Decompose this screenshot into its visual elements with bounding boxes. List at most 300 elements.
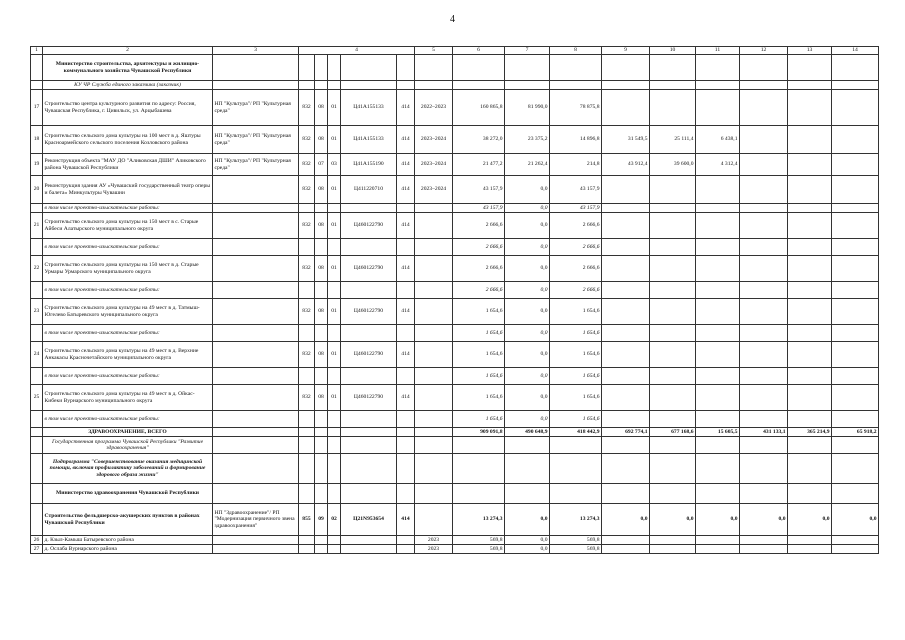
amount-cell: 39 600,0: [650, 154, 696, 176]
header-cell: 9: [602, 47, 650, 55]
row-number: 19: [31, 154, 43, 176]
table-cell: [415, 55, 453, 81]
code-cell: 01: [328, 213, 341, 239]
amount-cell: [832, 256, 879, 282]
amount-cell: 0,0: [505, 239, 550, 256]
subtotal-row: [31, 204, 879, 213]
amount-cell: [740, 545, 788, 554]
table-cell: [31, 437, 43, 454]
year-cell: 2023–2024: [415, 126, 453, 154]
amount-cell: 0,0: [505, 325, 550, 342]
program-cell: [213, 256, 299, 282]
table-cell: [397, 437, 415, 454]
table-cell: [505, 437, 550, 454]
code-cell: 414: [397, 90, 415, 126]
amount-cell: [788, 536, 832, 545]
header-cell: 4: [299, 47, 415, 55]
table-cell: [650, 204, 696, 213]
amount-cell: 0,0: [832, 504, 879, 536]
amount-cell: [696, 342, 740, 368]
row-number: 25: [31, 385, 43, 411]
section-row: [31, 484, 879, 504]
year-cell: [415, 342, 453, 368]
table-cell: [832, 81, 879, 90]
table-cell: [602, 368, 650, 385]
row-number: 23: [31, 299, 43, 325]
amount-cell: 569,8: [550, 536, 602, 545]
header-cell: 3: [213, 47, 299, 55]
amount-cell: [740, 213, 788, 239]
table-cell: [832, 282, 879, 299]
amount-cell: [832, 213, 879, 239]
table-cell: [328, 368, 341, 385]
subtotal-label: в том числе проектно-изыскательские работы:: [43, 368, 213, 385]
table-cell: [505, 454, 550, 484]
table-cell: [299, 325, 315, 342]
table-cell: [650, 325, 696, 342]
table-row: [31, 536, 879, 545]
table-cell: [832, 204, 879, 213]
table-cell: [415, 325, 453, 342]
amount-cell: [650, 90, 696, 126]
table-cell: [328, 437, 341, 454]
table-cell: [341, 239, 397, 256]
amount-cell: 2 666,6: [453, 213, 505, 239]
code-cell: 855: [299, 504, 315, 536]
amount-cell: [788, 176, 832, 204]
code-cell: [397, 545, 415, 554]
object-name: Строительство центра культурного развития по адресу: Россия, Чувашская Республика, г. Цивильск, ул. Арцыбашева: [43, 90, 213, 126]
program-cell: [213, 176, 299, 204]
object-name: Реконструкция объекта "МАУ ДО "Аликовская ДШИ" Аликовского района Чувашской Республики: [43, 154, 213, 176]
header-row: [31, 47, 879, 55]
amount-cell: [602, 90, 650, 126]
amount-cell: 25 111,4: [650, 126, 696, 154]
table-cell: [213, 204, 299, 213]
table-cell: [415, 454, 453, 484]
amount-cell: [696, 256, 740, 282]
object-name: Строительство сельского дома культуры на 49 мест в д. Татмыш-Югелево Батыревского муниципального округа: [43, 299, 213, 325]
code-cell: Ц460122790: [341, 385, 397, 411]
table-row: [31, 154, 879, 176]
code-cell: 01: [328, 342, 341, 368]
table-cell: [788, 204, 832, 213]
amount-cell: 2 666,6: [550, 256, 602, 282]
code-cell: 08: [315, 90, 328, 126]
code-cell: 01: [328, 385, 341, 411]
code-cell: Ц41А155133: [341, 90, 397, 126]
amount-cell: 0,0: [505, 282, 550, 299]
table-row: [31, 256, 879, 282]
table-cell: [328, 81, 341, 90]
amount-cell: 490 648,9: [505, 428, 550, 437]
amount-cell: 6 438,1: [696, 126, 740, 154]
amount-cell: 0,0: [505, 342, 550, 368]
table-cell: [650, 484, 696, 504]
header-cell: 11: [696, 47, 740, 55]
table-cell: [550, 81, 602, 90]
amount-cell: 0,0: [505, 368, 550, 385]
program-cell: НП "Здравоохранение"/ РП "Модернизация первичного звена здравоохранения": [213, 504, 299, 536]
table-cell: [31, 428, 43, 437]
code-cell: 01: [328, 299, 341, 325]
year-cell: [415, 299, 453, 325]
amount-cell: 431 133,1: [740, 428, 788, 437]
table-cell: [213, 428, 299, 437]
amount-cell: 692 774,1: [602, 428, 650, 437]
amount-cell: [788, 90, 832, 126]
table-row: [31, 126, 879, 154]
code-cell: 832: [299, 385, 315, 411]
amount-cell: 2 666,6: [550, 282, 602, 299]
program-cell: НП "Культура"/ РП "Культурная среда": [213, 126, 299, 154]
amount-cell: 0,0: [505, 299, 550, 325]
amount-cell: 418 442,9: [550, 428, 602, 437]
amount-cell: 0,0: [740, 504, 788, 536]
amount-cell: [740, 385, 788, 411]
program-cell: НП "Культура"/ РП "Культурная среда": [213, 90, 299, 126]
table-cell: [213, 55, 299, 81]
amount-cell: [696, 213, 740, 239]
header-cell: 13: [788, 47, 832, 55]
amount-cell: [832, 536, 879, 545]
year-cell: 2023–2024: [415, 154, 453, 176]
program-cell: [213, 536, 299, 545]
table-cell: [341, 368, 397, 385]
code-cell: [315, 536, 328, 545]
code-cell: [328, 545, 341, 554]
table-cell: [299, 437, 315, 454]
table-cell: [397, 428, 415, 437]
amount-cell: [650, 342, 696, 368]
table-cell: [328, 454, 341, 484]
header-cell: 5: [415, 47, 453, 55]
table-cell: [832, 368, 879, 385]
table-cell: [328, 428, 341, 437]
program-cell: [213, 342, 299, 368]
amount-cell: 0,0: [505, 411, 550, 428]
table-cell: [650, 437, 696, 454]
code-cell: [397, 536, 415, 545]
table-cell: [328, 55, 341, 81]
object-name: д. Кзыл-Камыш Батыревского района: [43, 536, 213, 545]
amount-cell: 21 262,4: [505, 154, 550, 176]
amount-cell: [650, 299, 696, 325]
table-cell: [696, 282, 740, 299]
amount-cell: 38 272,0: [453, 126, 505, 154]
amount-cell: 0,0: [505, 504, 550, 536]
header-cell: 12: [740, 47, 788, 55]
code-cell: Ц21N953654: [341, 504, 397, 536]
table-cell: [602, 55, 650, 81]
table-cell: [696, 239, 740, 256]
amount-cell: [832, 154, 879, 176]
table-cell: [550, 55, 602, 81]
amount-cell: [788, 299, 832, 325]
code-cell: [299, 536, 315, 545]
table-cell: [213, 239, 299, 256]
amount-cell: 2 666,6: [550, 239, 602, 256]
table-cell: [788, 484, 832, 504]
header-cell: 1: [31, 47, 43, 55]
amount-cell: 569,8: [550, 545, 602, 554]
table-cell: [397, 81, 415, 90]
table-cell: [328, 282, 341, 299]
amount-cell: [696, 299, 740, 325]
code-cell: 02: [328, 504, 341, 536]
amount-cell: [832, 299, 879, 325]
table-cell: [328, 484, 341, 504]
table-cell: [788, 454, 832, 484]
table-cell: [299, 484, 315, 504]
table-cell: [328, 411, 341, 428]
subtotal-label: в том числе проектно-изыскательские работы:: [43, 282, 213, 299]
amount-cell: 81 990,0: [505, 90, 550, 126]
total-row: [31, 428, 879, 437]
table-cell: [650, 55, 696, 81]
amount-cell: 0,0: [505, 176, 550, 204]
table-cell: [505, 55, 550, 81]
year-cell: 2023–2024: [415, 176, 453, 204]
table-cell: [832, 55, 879, 81]
table-row: [31, 90, 879, 126]
code-cell: 832: [299, 126, 315, 154]
table-cell: [650, 368, 696, 385]
amount-cell: 43 157,9: [550, 204, 602, 213]
code-cell: 01: [328, 176, 341, 204]
table-row: [31, 176, 879, 204]
amount-cell: [696, 545, 740, 554]
section-title: Министерство здравоохранения Чувашской Республики: [43, 484, 213, 504]
code-cell: 414: [397, 385, 415, 411]
table-cell: [740, 484, 788, 504]
table-cell: [740, 437, 788, 454]
amount-cell: [740, 176, 788, 204]
subtotal-row: [31, 411, 879, 428]
table-cell: [397, 411, 415, 428]
code-cell: [315, 545, 328, 554]
amount-cell: 0,0: [602, 504, 650, 536]
table-cell: [299, 368, 315, 385]
table-cell: [453, 484, 505, 504]
code-cell: 832: [299, 213, 315, 239]
amount-cell: 14 896,8: [550, 126, 602, 154]
table-cell: [740, 454, 788, 484]
table-cell: [341, 484, 397, 504]
table-cell: [315, 81, 328, 90]
table-cell: [602, 437, 650, 454]
table-row: [31, 504, 879, 536]
amount-cell: 0,0: [650, 504, 696, 536]
table-cell: [550, 454, 602, 484]
table-cell: [740, 411, 788, 428]
table-cell: [31, 454, 43, 484]
table-cell: [213, 484, 299, 504]
year-cell: 2023: [415, 536, 453, 545]
code-cell: 414: [397, 299, 415, 325]
amount-cell: [832, 90, 879, 126]
table-cell: [696, 55, 740, 81]
table-cell: [415, 428, 453, 437]
table-cell: [696, 81, 740, 90]
amount-cell: [696, 536, 740, 545]
amount-cell: 43 157,9: [453, 176, 505, 204]
table-cell: [341, 282, 397, 299]
amount-cell: [788, 385, 832, 411]
amount-cell: [602, 213, 650, 239]
amount-cell: 1 654,6: [550, 299, 602, 325]
table-cell: [397, 239, 415, 256]
amount-cell: [740, 342, 788, 368]
table-cell: [415, 204, 453, 213]
amount-cell: [696, 90, 740, 126]
amount-cell: 0,0: [505, 204, 550, 213]
amount-cell: [740, 536, 788, 545]
row-number: 26: [31, 536, 43, 545]
table-cell: [788, 325, 832, 342]
table-cell: [832, 437, 879, 454]
table-cell: [341, 411, 397, 428]
budget-table: [30, 46, 879, 554]
table-cell: [740, 81, 788, 90]
subtotal-row: [31, 325, 879, 342]
section-row: [31, 81, 879, 90]
amount-cell: 1 654,6: [453, 385, 505, 411]
table-cell: [31, 204, 43, 213]
table-cell: [397, 454, 415, 484]
code-cell: 414: [397, 342, 415, 368]
amount-cell: 21 477,2: [453, 154, 505, 176]
table-cell: [213, 325, 299, 342]
year-cell: [415, 504, 453, 536]
code-cell: 01: [328, 126, 341, 154]
table-cell: [832, 411, 879, 428]
amount-cell: 31 549,5: [602, 126, 650, 154]
amount-cell: 15 605,5: [696, 428, 740, 437]
program-cell: НП "Культура"/ РП "Культурная среда": [213, 154, 299, 176]
table-cell: [397, 282, 415, 299]
amount-cell: [602, 342, 650, 368]
table-cell: [31, 55, 43, 81]
amount-cell: 43 912,4: [602, 154, 650, 176]
section-row: [31, 55, 879, 81]
amount-cell: 1 654,6: [453, 299, 505, 325]
table-cell: [299, 282, 315, 299]
amount-cell: [740, 154, 788, 176]
table-cell: [696, 411, 740, 428]
amount-cell: [788, 342, 832, 368]
table-cell: [299, 55, 315, 81]
table-cell: [550, 484, 602, 504]
table-cell: [213, 81, 299, 90]
code-cell: 832: [299, 342, 315, 368]
table-cell: [602, 454, 650, 484]
row-number: 27: [31, 545, 43, 554]
amount-cell: 1 654,6: [453, 368, 505, 385]
header-cell: 6: [453, 47, 505, 55]
code-cell: 08: [315, 342, 328, 368]
table-cell: [299, 204, 315, 213]
header-cell: 14: [832, 47, 879, 55]
table-cell: [650, 282, 696, 299]
table-cell: [696, 368, 740, 385]
table-cell: [602, 411, 650, 428]
amount-cell: 1 654,6: [453, 325, 505, 342]
table-cell: [315, 55, 328, 81]
section-title: КУ ЧР Служба единого заказчика (заказчик): [43, 81, 213, 90]
amount-cell: 0,0: [505, 213, 550, 239]
subtotal-label: в том числе проектно-изыскательские работы:: [43, 204, 213, 213]
code-cell: 08: [315, 176, 328, 204]
table-cell: [740, 325, 788, 342]
section-title: Государственная программа Чувашской Республики "Развитие здравоохранения": [43, 437, 213, 454]
table-cell: [505, 484, 550, 504]
row-number: 18: [31, 126, 43, 154]
row-number: 24: [31, 342, 43, 368]
table-cell: [341, 428, 397, 437]
table-cell: [788, 437, 832, 454]
table-cell: [696, 437, 740, 454]
amount-cell: 909 091,8: [453, 428, 505, 437]
code-cell: Ц460122790: [341, 342, 397, 368]
code-cell: 832: [299, 256, 315, 282]
amount-cell: [696, 385, 740, 411]
program-cell: [213, 213, 299, 239]
table-cell: [31, 239, 43, 256]
amount-cell: [832, 385, 879, 411]
table-cell: [31, 368, 43, 385]
table-cell: [315, 411, 328, 428]
table-cell: [453, 55, 505, 81]
table-cell: [696, 484, 740, 504]
table-cell: [832, 325, 879, 342]
table-cell: [31, 325, 43, 342]
table-cell: [328, 204, 341, 213]
amount-cell: 214,8: [550, 154, 602, 176]
amount-cell: 0,0: [505, 256, 550, 282]
amount-cell: [788, 126, 832, 154]
code-cell: 414: [397, 176, 415, 204]
table-cell: [341, 325, 397, 342]
amount-cell: 0,0: [505, 545, 550, 554]
table-cell: [31, 282, 43, 299]
header-cell: 8: [550, 47, 602, 55]
total-label: ЗДРАВООХРАНЕНИЕ, ВСЕГО: [43, 428, 213, 437]
code-cell: 08: [315, 126, 328, 154]
table-cell: [415, 282, 453, 299]
table-cell: [315, 204, 328, 213]
code-cell: 08: [315, 213, 328, 239]
amount-cell: 78 875,8: [550, 90, 602, 126]
amount-cell: 13 274,3: [550, 504, 602, 536]
table-cell: [213, 368, 299, 385]
table-cell: [650, 411, 696, 428]
program-cell: [213, 545, 299, 554]
amount-cell: 0,0: [788, 504, 832, 536]
table-cell: [740, 55, 788, 81]
table-cell: [213, 282, 299, 299]
table-cell: [415, 437, 453, 454]
table-cell: [415, 484, 453, 504]
table-cell: [788, 239, 832, 256]
code-cell: 08: [315, 299, 328, 325]
object-name: д. Ослаба Вурнарского района: [43, 545, 213, 554]
amount-cell: [696, 176, 740, 204]
amount-cell: [602, 545, 650, 554]
table-cell: [602, 81, 650, 90]
code-cell: 832: [299, 176, 315, 204]
table-cell: [315, 484, 328, 504]
